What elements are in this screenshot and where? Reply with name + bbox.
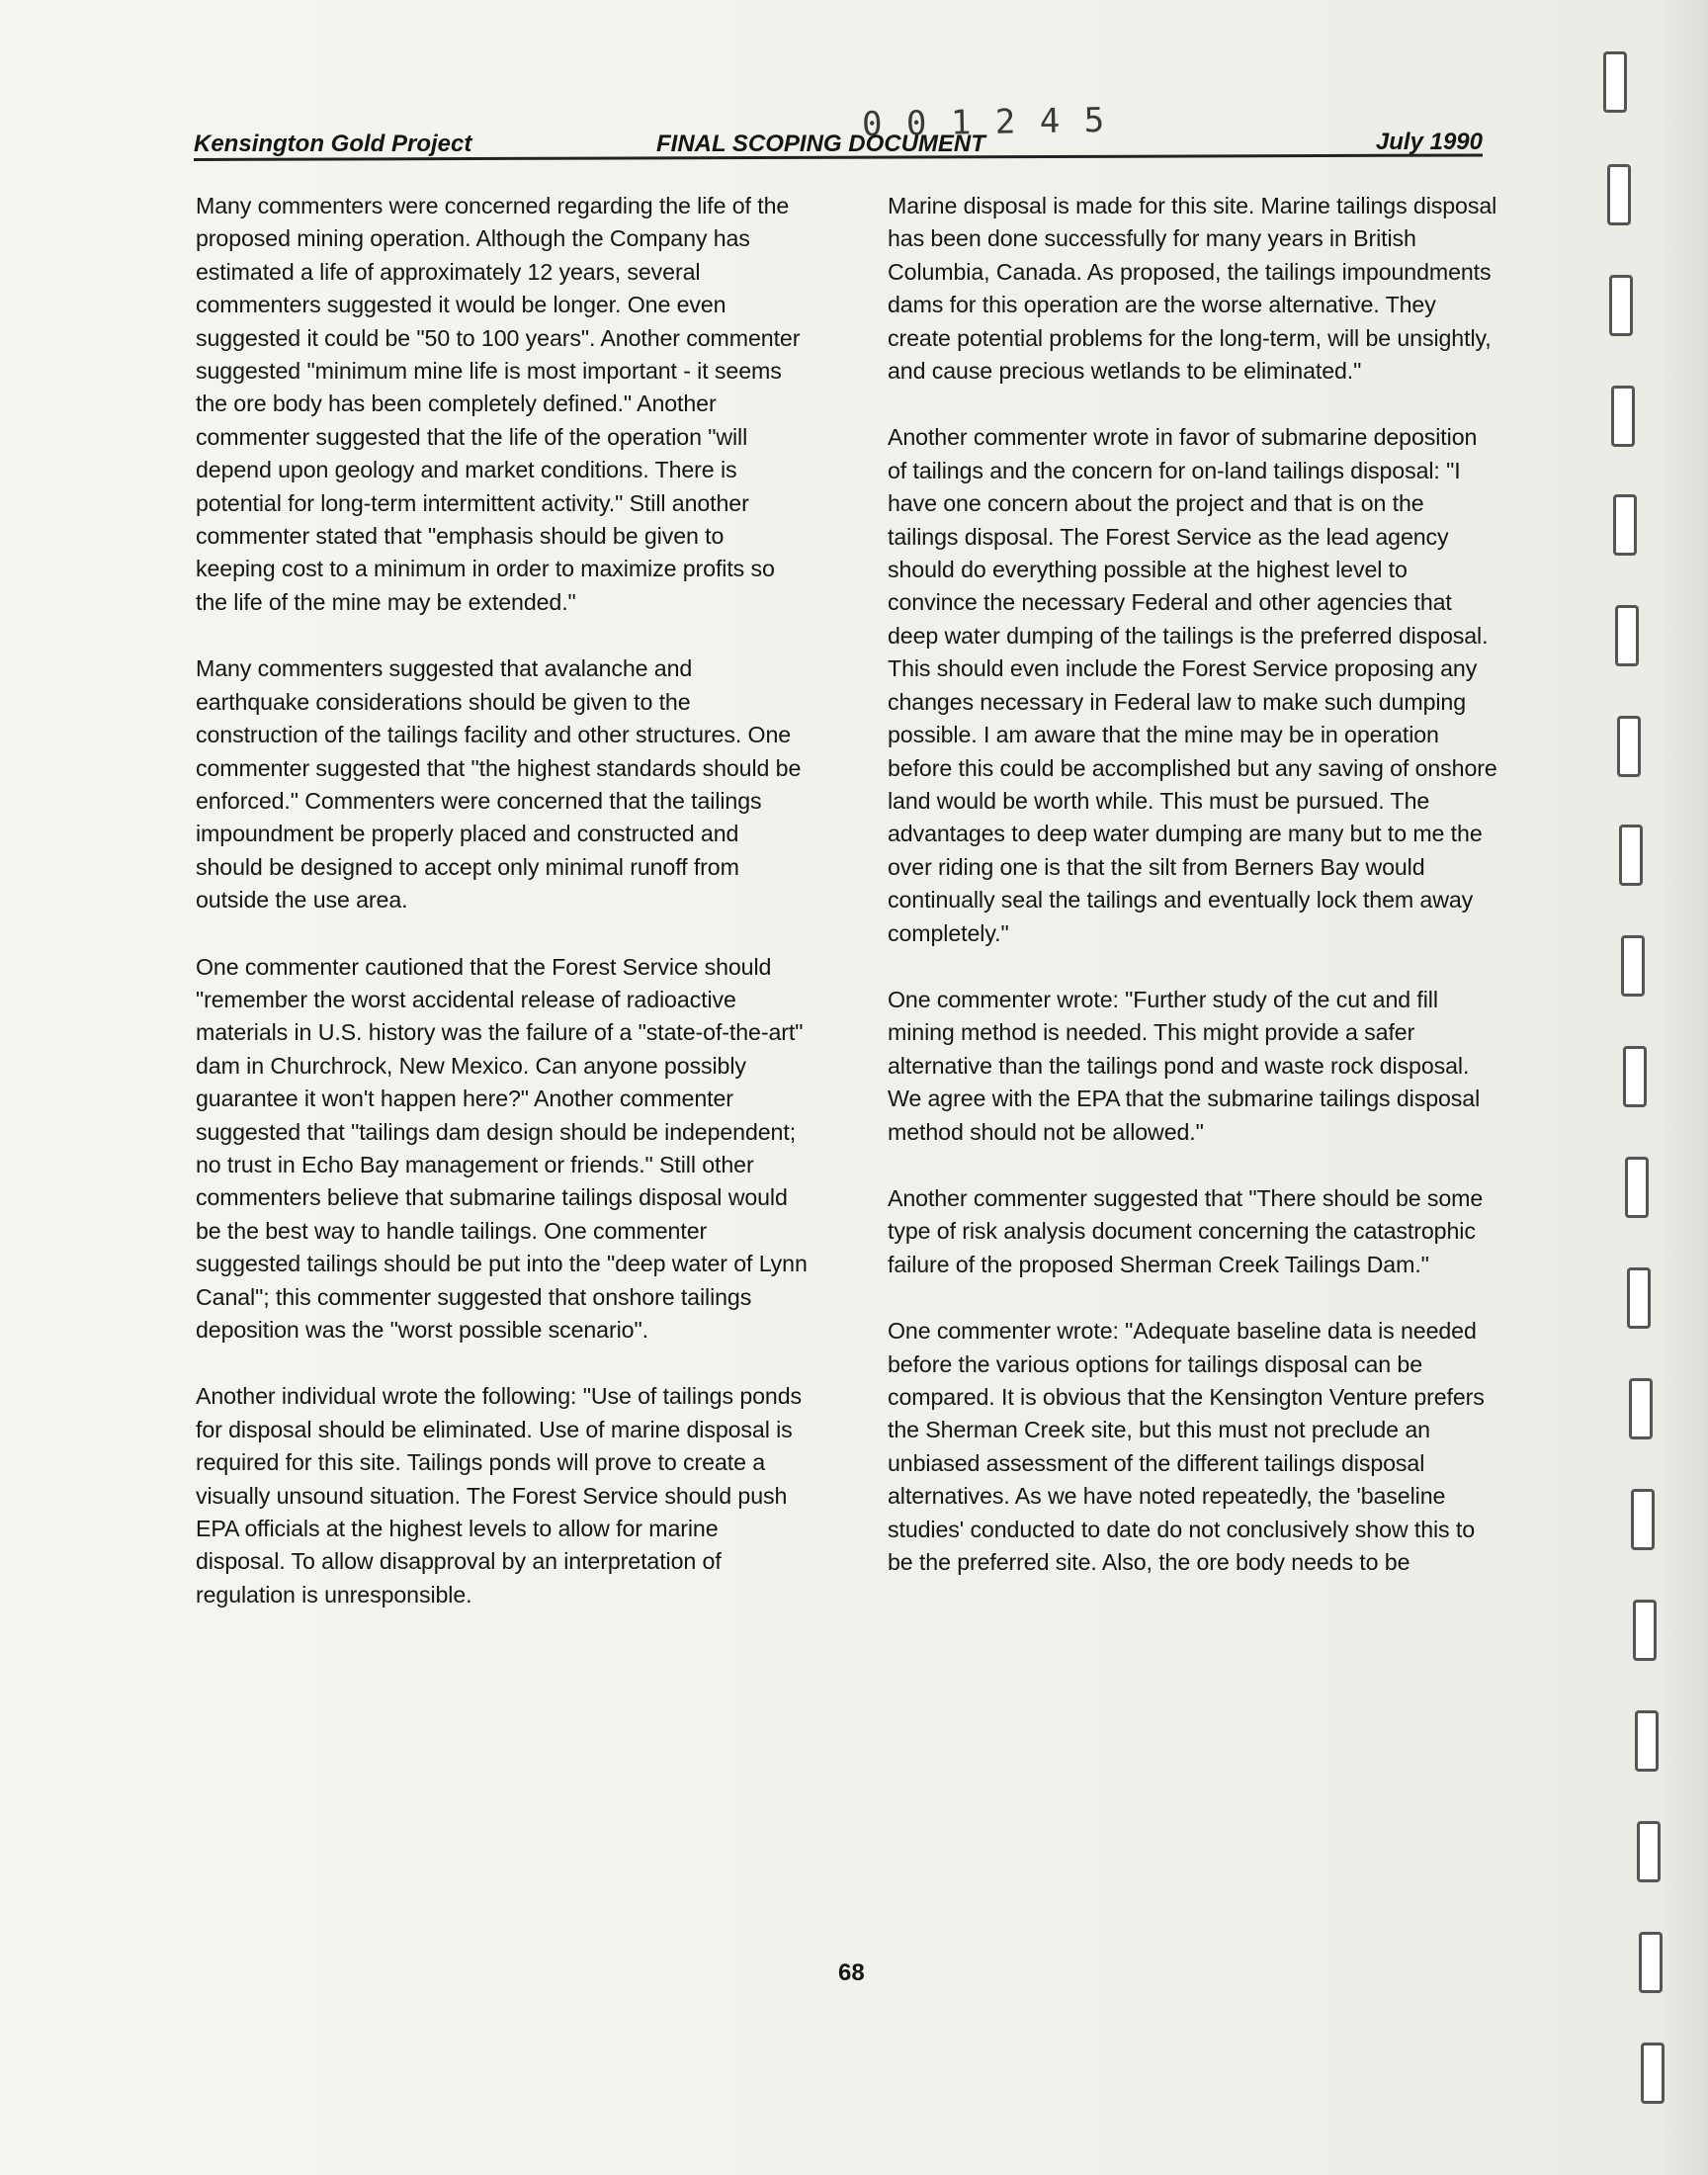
header-project-title: Kensington Gold Project: [194, 130, 472, 157]
binder-hole: [1617, 716, 1641, 777]
binder-hole: [1639, 1932, 1663, 1993]
paragraph: Many commenters were concerned regarding the life of the proposed mining operation. Although the Company has estimated a life of approximately 12 years, several commenters suggested it would be longer. One even suggested it could be "50 to 100 years". Another commenter suggested "minimum mine life is most important - it seems the ore body has been completely defined." Another commenter suggested that the life of the operation "will depend upon geology and market conditions. There is potential for long-term intermittent activity." Still another commenter stated that "emphasis should be given to keeping cost to a minimum in order to maximize profits so the life of the mine may be extended.": [196, 193, 801, 615]
binder-hole: [1625, 1157, 1649, 1218]
binder-hole: [1633, 1600, 1657, 1661]
binder-hole: [1623, 1046, 1647, 1107]
right-column: [888, 190, 1500, 1612]
binder-hole: [1627, 1267, 1651, 1329]
left-column: [196, 190, 809, 1645]
binder-hole: [1621, 935, 1645, 997]
paragraph: Another commenter suggested that "There should be some type of risk analysis document concerning the catastrophic failure of the proposed Sherman Creek Tailings Dam.": [888, 1184, 1484, 1277]
paragraph: Another commenter wrote in favor of submarine deposition of tailings and the concern for on-land tailings disposal: "I have one concern about the project and that is on the tailings disposal. The Forest Service as the lead agency should do everything possible at the highest level to convince the necessary Federal and other agencies that deep water dumping of the tailings is the preferred disposal. This should even include the Forest Service proposing any changes necessary in Federal law to make such dumping possible. I am aware that the mine may be in operation before this could be accomplished but any saving of onshore land would be worth while. This must be pursued. The advantages to deep water dumping are many but to me the over riding one is that the silt from Berners Bay would continually seal the tailings and eventually lock them away completely.": [888, 424, 1497, 946]
binder-hole: [1641, 2043, 1665, 2104]
binder-hole: [1611, 386, 1635, 447]
binder-hole: [1629, 1378, 1653, 1439]
binder-hole: [1609, 275, 1633, 336]
paragraph: One commenter cautioned that the Forest Service should "remember the worst accidental release of radioactive materials in U.S. history was the failure of a "state-of-the-art" dam in Churchrock, New Mexico. Can anyone possibly guarantee it won't happen here?" Another commenter suggested that "tailings dam design should be independent; no trust in Echo Bay management or friends." Still other commenters believe that submarine tailings disposal would be the best way to handle tailings. One commenter suggested tailings should be put into the "deep water of Lynn Canal"; this commenter suggested that onshore tailings deposition was the "worst possible scenario".: [196, 953, 808, 1343]
binder-hole: [1631, 1489, 1655, 1550]
header-date: July 1990: [1375, 129, 1483, 155]
binder-hole: [1607, 164, 1631, 225]
binder-hole: [1613, 494, 1637, 556]
binder-hole: [1619, 825, 1643, 886]
header-document-title: FINAL SCOPING DOCUMENT: [656, 130, 985, 157]
binder-hole: [1603, 51, 1627, 113]
document-stamp-number: 0 0 1 2 4 5: [861, 100, 1107, 145]
binder-hole: [1635, 1710, 1659, 1772]
page-number: 68: [838, 1959, 865, 1986]
paragraph: Marine disposal is made for this site. Marine tailings disposal has been done successfully for many years in British Columbia, Canada. As proposed, the tailings impoundments dams for this operation are the worse alternative. They create potential problems for the long-term, will be unsightly, and cause precious wetlands to be eliminated.": [888, 193, 1497, 385]
binder-hole: [1615, 605, 1639, 666]
page-edge-shadow: [1659, 0, 1708, 2175]
binder-hole: [1637, 1821, 1661, 1882]
paragraph: One commenter wrote: "Adequate baseline data is needed before the various options for tailings disposal can be compared. It is obvious that the Kensington Venture prefers the Sherman Creek site, but this must not preclude an unbiased assessment of the different tailings disposal alternatives. As we have noted repeatedly, the 'baseline studies' conducted to date do not conclusively show this to be the preferred site. Also, the ore body needs to be: [888, 1318, 1485, 1576]
paragraph: Another individual wrote the following: "Use of tailings ponds for disposal should be eliminated. Use of marine disposal is required for this site. Tailings ponds will prove to create a visually unsound situation. The Forest Service should push EPA officials at the highest levels to allow for marine disposal. To allow disapproval by an interpretation of regulation is unresponsible.: [196, 1383, 802, 1608]
paragraph: One commenter wrote: "Further study of the cut and fill mining method is needed. This might provide a safer alternative than the tailings pond and waste rock disposal. We agree with the EPA that the submarine tailings disposal method should not be allowed.": [888, 986, 1481, 1145]
paragraph: Many commenters suggested that avalanche and earthquake considerations should be given to the construction of the tailings facility and other structures. One commenter suggested that "the highest standards should be enforced." Commenters were concerned that the tailings impoundment be properly placed and constructed and should be designed to accept only minimal runoff from outside the use area.: [196, 655, 802, 914]
